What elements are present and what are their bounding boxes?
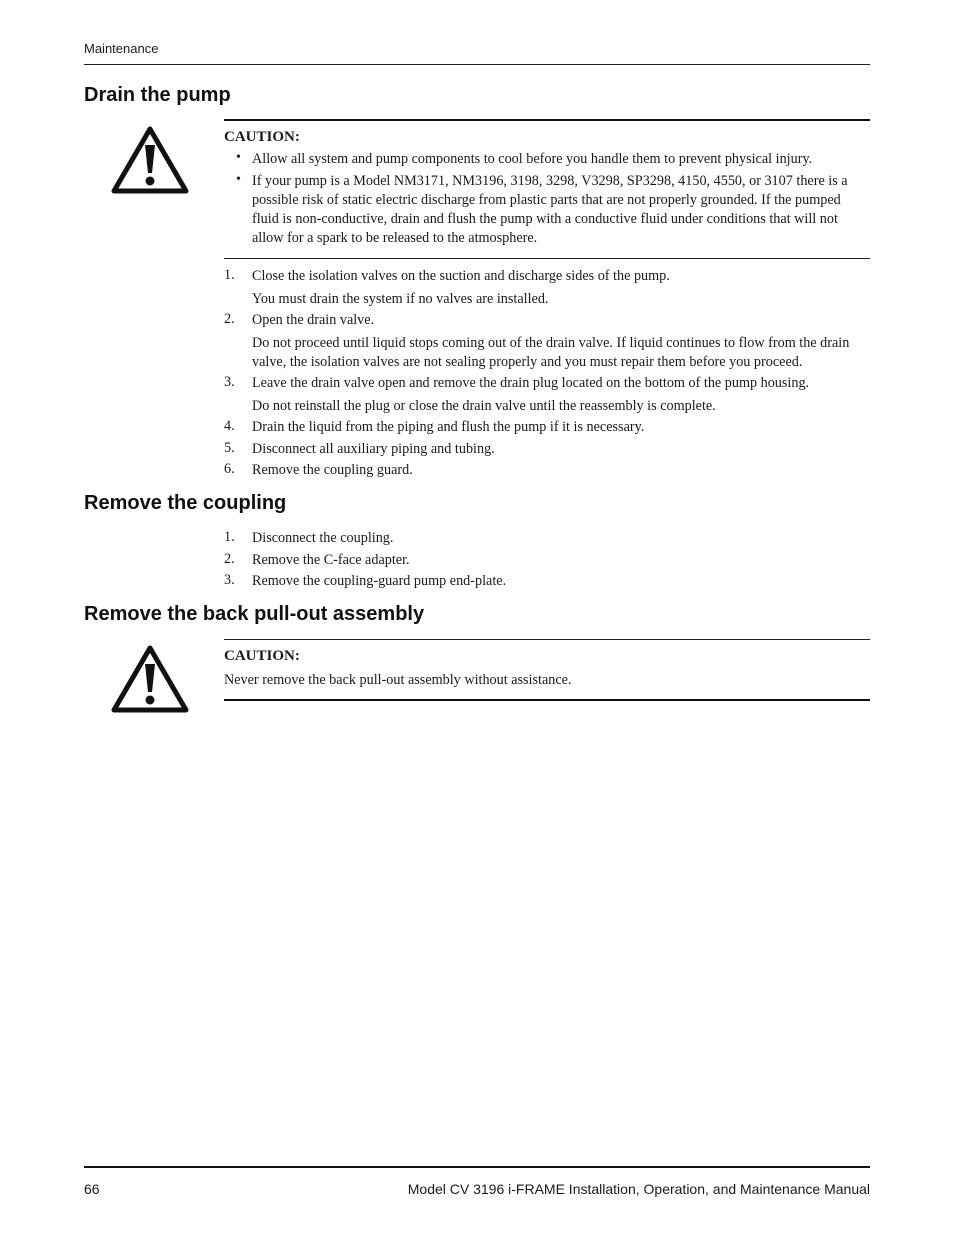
warning-triangle-icon	[110, 125, 190, 195]
bullet-glyph: •	[236, 172, 241, 187]
caution-bullet-1: Allow all system and pump components to cool before you handle them to prevent physical injury.	[252, 151, 813, 167]
step-text: Disconnect all auxiliary piping and tubing.	[252, 441, 495, 457]
step-note: Do not reinstall the plug or close the drain valve until the reassembly is complete.	[252, 398, 716, 414]
step-note: You must drain the system if no valves are installed.	[252, 291, 549, 307]
step-text: Disconnect the coupling.	[252, 530, 394, 546]
running-header: Maintenance	[84, 41, 159, 56]
caution-text: Never remove the back pull-out assembly without assistance.	[224, 672, 572, 688]
caution-top-rule	[224, 639, 870, 640]
header-rule	[84, 64, 870, 65]
step-text: Leave the drain valve open and remove the drain plug located on the bottom of the pump housing.	[252, 375, 810, 391]
bullet-glyph: •	[236, 150, 241, 165]
step-text: Remove the C-face adapter.	[252, 552, 410, 568]
caution-top-rule	[224, 119, 870, 121]
step-number: 2.	[224, 551, 235, 567]
step-text: Close the isolation valves on the suction and discharge sides of the pump.	[252, 268, 670, 284]
step-text: Open the drain valve.	[252, 312, 375, 328]
caution-label: CAUTION:	[224, 129, 300, 145]
step-number: 6.	[224, 461, 235, 477]
footer-rule	[84, 1166, 870, 1168]
page-number: 66	[84, 1181, 100, 1197]
step-text: Remove the coupling guard.	[252, 462, 413, 478]
caution-bottom-rule	[224, 699, 870, 701]
footer-manual-title: Model CV 3196 i-FRAME Installation, Operation, and Maintenance Manual	[407, 1181, 870, 1197]
heading-remove-back-pull-out-assembly: Remove the back pull-out assembly	[84, 603, 425, 625]
step-note: Do not proceed until liquid stops coming out of the drain valve. If liquid continues to flow from the drain valve, the isolation valves are not sealing properly and you must repair them before you proceed.	[252, 335, 850, 370]
step-text: Remove the coupling-guard pump end-plate.	[252, 573, 507, 589]
step-number: 1.	[224, 529, 235, 545]
heading-drain-the-pump: Drain the pump	[84, 84, 231, 106]
step-number: 2.	[224, 311, 235, 327]
step-number: 5.	[224, 440, 235, 456]
warning-triangle-icon	[110, 644, 190, 714]
caution-label: CAUTION:	[224, 648, 300, 664]
step-number: 1.	[224, 267, 235, 283]
heading-remove-the-coupling: Remove the coupling	[84, 492, 287, 514]
caution-bullet-2: If your pump is a Model NM3171, NM3196, 3198, 3298, V3298, SP3298, 4150, 4550, or 3107 there is a possible risk of static electric discharge from plastic parts that are not properly grounded. If the pumped fluid is non-conductive, drain and flush the pump with a conductive fluid under conditions that will not allow for a spark to be released to the atmosphere.	[252, 173, 848, 246]
step-text: Drain the liquid from the piping and flush the pump if it is necessary.	[252, 419, 645, 435]
step-number: 3.	[224, 374, 235, 390]
step-number: 4.	[224, 418, 235, 434]
step-number: 3.	[224, 572, 235, 588]
caution-bottom-rule	[224, 258, 870, 259]
